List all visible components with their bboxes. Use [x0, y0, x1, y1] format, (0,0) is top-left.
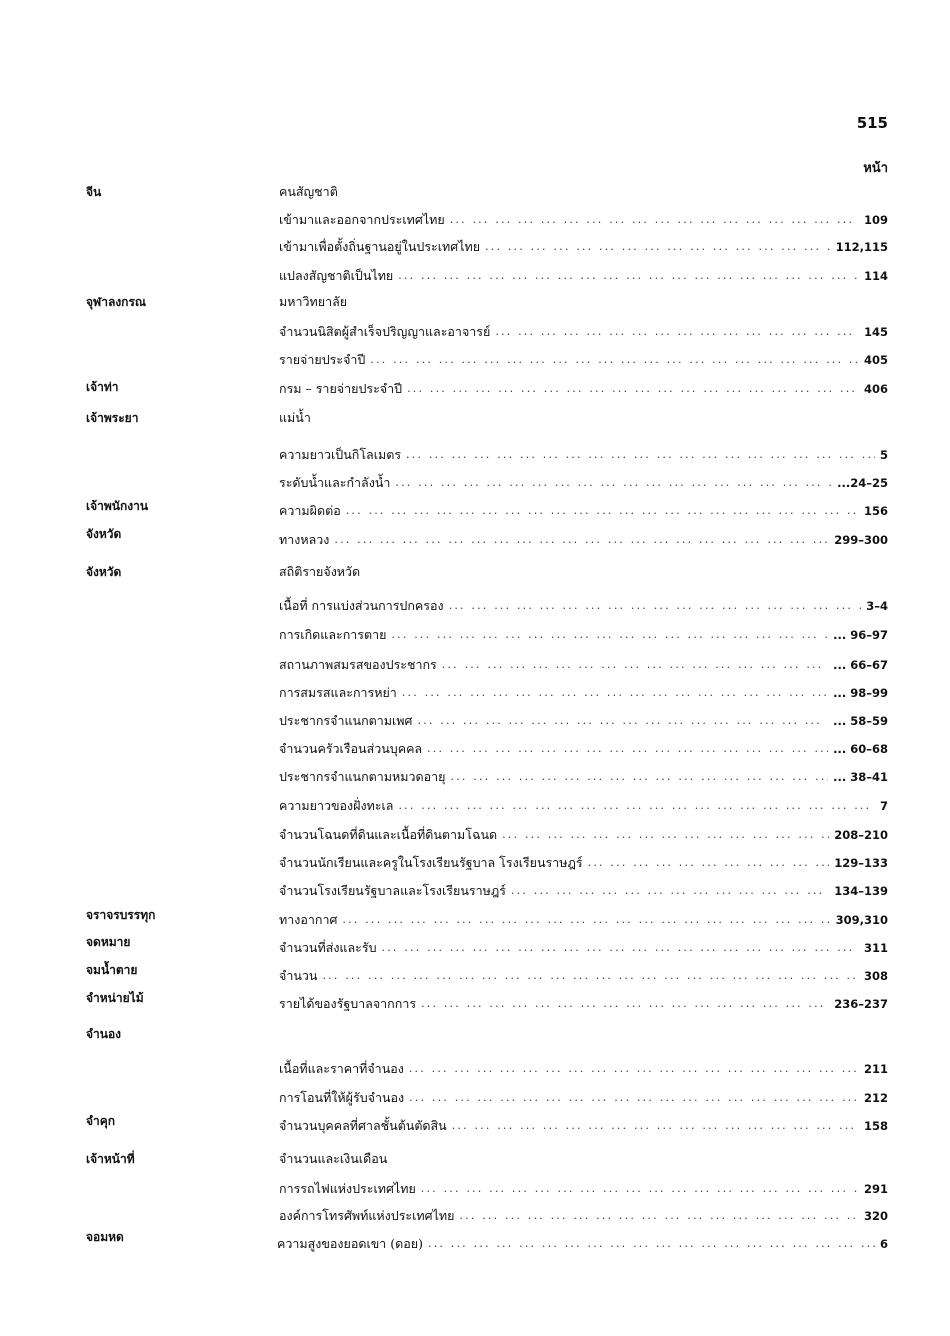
index-subheading: สถิติรายจังหวัด [279, 564, 361, 579]
entry-page-number: 145 [863, 325, 888, 339]
index-entry [279, 1089, 888, 1107]
dot-leader [409, 1060, 859, 1078]
dot-leader [502, 826, 829, 844]
entry-page-number: 208–210 [834, 828, 888, 842]
entry-text: สถานภาพสมรสของประชากร [279, 657, 437, 672]
entry-text: รายจ่ายประจำปี [279, 352, 366, 367]
entry-text: จำนวนครัวเรือนส่วนบุคคล [279, 741, 423, 756]
entry-text: ความยาวของฝั่งทะเล [279, 798, 394, 813]
dot-leader [322, 967, 859, 985]
dot-leader [402, 684, 828, 702]
dot-leader [370, 351, 859, 369]
dot-leader [459, 1207, 859, 1225]
entry-page-number: 109 [863, 213, 888, 227]
entry-page-number: 320 [863, 1209, 888, 1223]
dot-leader [421, 1180, 859, 1198]
index-entry [279, 1060, 888, 1078]
index-entry [279, 1207, 888, 1225]
entry-text: รายได้ของรัฐบาลจากการ [279, 996, 417, 1011]
dot-leader [588, 854, 830, 872]
index-term: จุฬาลงกรณ [86, 295, 147, 309]
entry-page-number: 299–300 [834, 533, 888, 547]
dot-leader [395, 474, 832, 492]
entry-page-number: 405 [863, 353, 888, 367]
index-term: จังหวัด [86, 565, 122, 579]
entry-text: องค์การโทรศัพท์แห่งประเทศไทย [279, 1208, 455, 1223]
entry-page-number: ... 98–99 [833, 686, 888, 700]
dot-leader [442, 656, 828, 674]
entry-text: เนื้อที่และราคาที่จำนอง [279, 1061, 404, 1076]
entry-page-number: 7 [879, 799, 888, 813]
entry-page-number: 211 [863, 1062, 888, 1076]
entry-page-number: 5 [879, 448, 888, 462]
entry-page-number: 114 [863, 269, 888, 283]
entry-text: ทางอากาศ [279, 912, 338, 927]
page-number: 515 [856, 114, 888, 132]
dot-leader [406, 446, 875, 464]
index-entry [279, 854, 888, 872]
dot-leader [342, 911, 830, 929]
entry-page-number: 311 [863, 941, 888, 955]
index-term: เจ้าพนักงาน [86, 499, 149, 513]
entry-page-number: 308 [863, 969, 888, 983]
dot-leader [511, 882, 829, 900]
index-subheading: คนสัญชาติ [279, 184, 338, 199]
dot-leader [451, 768, 829, 786]
page-column-header: หน้า [863, 161, 888, 176]
entry-text: การรถไฟแห่งประเทศไทย [279, 1181, 416, 1196]
dot-leader [452, 1117, 859, 1135]
dot-leader [391, 626, 828, 644]
entry-text: เข้ามาและออกจากประเทศไทย [279, 212, 445, 227]
index-entry [279, 351, 888, 369]
index-term: เจ้าพระยา [86, 411, 139, 425]
entry-page-number: 309,310 [835, 913, 888, 927]
entry-page-number: 236–237 [834, 997, 888, 1011]
entry-page-number: 6 [879, 1237, 888, 1251]
index-entry [279, 267, 888, 285]
index-term: จำหน่ายไม้ [86, 991, 144, 1005]
index-term: จีน [86, 185, 102, 199]
index-term: จังหวัด [86, 527, 122, 541]
dot-leader [409, 1089, 859, 1107]
index-entry [279, 656, 888, 674]
index-entry [279, 502, 888, 520]
index-term: เจ้าหน้าที่ [86, 1152, 135, 1166]
entry-page-number: 158 [863, 1119, 888, 1133]
dot-leader [495, 323, 859, 341]
index-entry [279, 684, 888, 702]
dot-leader [427, 740, 828, 758]
entry-page-number: ... 66–67 [833, 658, 888, 672]
index-entry [279, 712, 888, 730]
entry-page-number: 212 [863, 1091, 888, 1105]
entry-text: จำนวนนักเรียนและครูในโรงเรียนรัฐบาล โรงเรียนราษฎร์ [279, 855, 583, 870]
entry-page-number: 3–4 [866, 599, 888, 613]
index-entry [279, 967, 888, 985]
entry-page-number: ... 58–59 [833, 714, 888, 728]
index-entry [279, 626, 888, 644]
dot-leader [346, 502, 859, 520]
entry-page-number: 134–139 [834, 884, 888, 898]
index-term: จำนอง [86, 1027, 122, 1041]
index-term: จำคุก [86, 1114, 116, 1128]
entry-text: จำนวนนิสิตผู้สำเร็จปริญญาและอาจารย์ [279, 324, 491, 339]
entry-text: การโอนที่ให้ผู้รับจำนอง [279, 1090, 405, 1105]
dot-leader [449, 597, 862, 615]
index-entry [279, 531, 888, 549]
index-entry [279, 939, 888, 957]
entry-text: ระดับน้ำและกำลังน้ำ [279, 475, 391, 490]
entry-text: ความผิดต่อ [279, 503, 341, 518]
entry-page-number: ...24–25 [837, 476, 888, 490]
index-entry [279, 380, 888, 398]
entry-page-number: 112,115 [835, 240, 888, 254]
index-term: จดหมาย [86, 935, 131, 949]
index-entry [279, 826, 888, 844]
index-entry [279, 882, 888, 900]
entry-text: ความยาวเป็นกิโลเมตร [279, 447, 402, 462]
entry-text: การสมรสและการหย่า [279, 685, 397, 700]
dot-leader [398, 797, 875, 815]
entry-page-number: ... 96–97 [833, 628, 888, 642]
index-entry [279, 1180, 888, 1198]
dot-leader [417, 712, 828, 730]
index-subheading: จำนวนและเงินเดือน [279, 1151, 388, 1166]
entry-text: ประชากรจำแนกตามเพศ [279, 713, 413, 728]
index-subheading: แม่น้ำ [279, 410, 311, 425]
entry-text: เนื้อที่ การแบ่งส่วนการปกครอง [279, 598, 444, 613]
entry-text: จำนวนที่ส่งและรับ [279, 940, 377, 955]
dot-leader [485, 238, 831, 256]
dot-leader [382, 939, 859, 957]
index-entry [279, 740, 888, 758]
entry-page-number: 156 [863, 504, 888, 518]
index-entry [279, 797, 888, 815]
dot-leader [407, 380, 859, 398]
index-entry [279, 474, 888, 492]
index-term: จอมหด [86, 1230, 124, 1244]
entry-text: ทางหลวง [279, 532, 330, 547]
index-entry [279, 995, 888, 1013]
dot-leader [428, 1235, 875, 1253]
index-entry [279, 911, 888, 929]
dot-leader [398, 267, 859, 285]
entry-page-number: ... 38–41 [833, 770, 888, 784]
entry-text: เข้ามาเพื่อตั้งถิ่นฐานอยู่ในประเทศไทย [279, 239, 481, 254]
entry-text: จำนวน [279, 968, 318, 983]
entry-page-number: 406 [863, 382, 888, 396]
index-term: จราจรบรรทุก [86, 908, 156, 922]
index-entry [277, 1235, 888, 1253]
entry-text: จำนวนบุคคลที่ศาลชั้นต้นตัดสิน [279, 1118, 447, 1133]
entry-text: ประชากรจำแนกตามหมวดอายุ [279, 769, 446, 784]
entry-text: ความสูงของยอดเขา (ดอย) [277, 1236, 423, 1251]
index-entry [279, 446, 888, 464]
entry-text: แปลงสัญชาติเป็นไทย [279, 268, 394, 283]
dot-leader [421, 995, 829, 1013]
dot-leader [334, 531, 829, 549]
index-term: เจ้าท่า [86, 380, 119, 394]
index-entry [279, 323, 888, 341]
index-entry [279, 768, 888, 786]
index-entry [279, 211, 888, 229]
index-term: จมน้ำตาย [86, 963, 138, 977]
entry-text: จำนวนโฉนดที่ดินและเนื้อที่ดินตามโฉนด [279, 827, 498, 842]
dot-leader [450, 211, 859, 229]
index-entry [279, 597, 888, 615]
entry-page-number: 291 [863, 1182, 888, 1196]
entry-text: การเกิดและการตาย [279, 627, 387, 642]
index-entry [279, 1117, 888, 1135]
index-entry [279, 238, 888, 256]
entry-page-number: ... 60–68 [833, 742, 888, 756]
entry-text: กรม – รายจ่ายประจำปี [279, 381, 403, 396]
entry-page-number: 129–133 [834, 856, 888, 870]
index-subheading: มหาวิทยาลัย [279, 294, 348, 309]
entry-text: จำนวนโรงเรียนรัฐบาลและโรงเรียนราษฎร์ [279, 883, 506, 898]
